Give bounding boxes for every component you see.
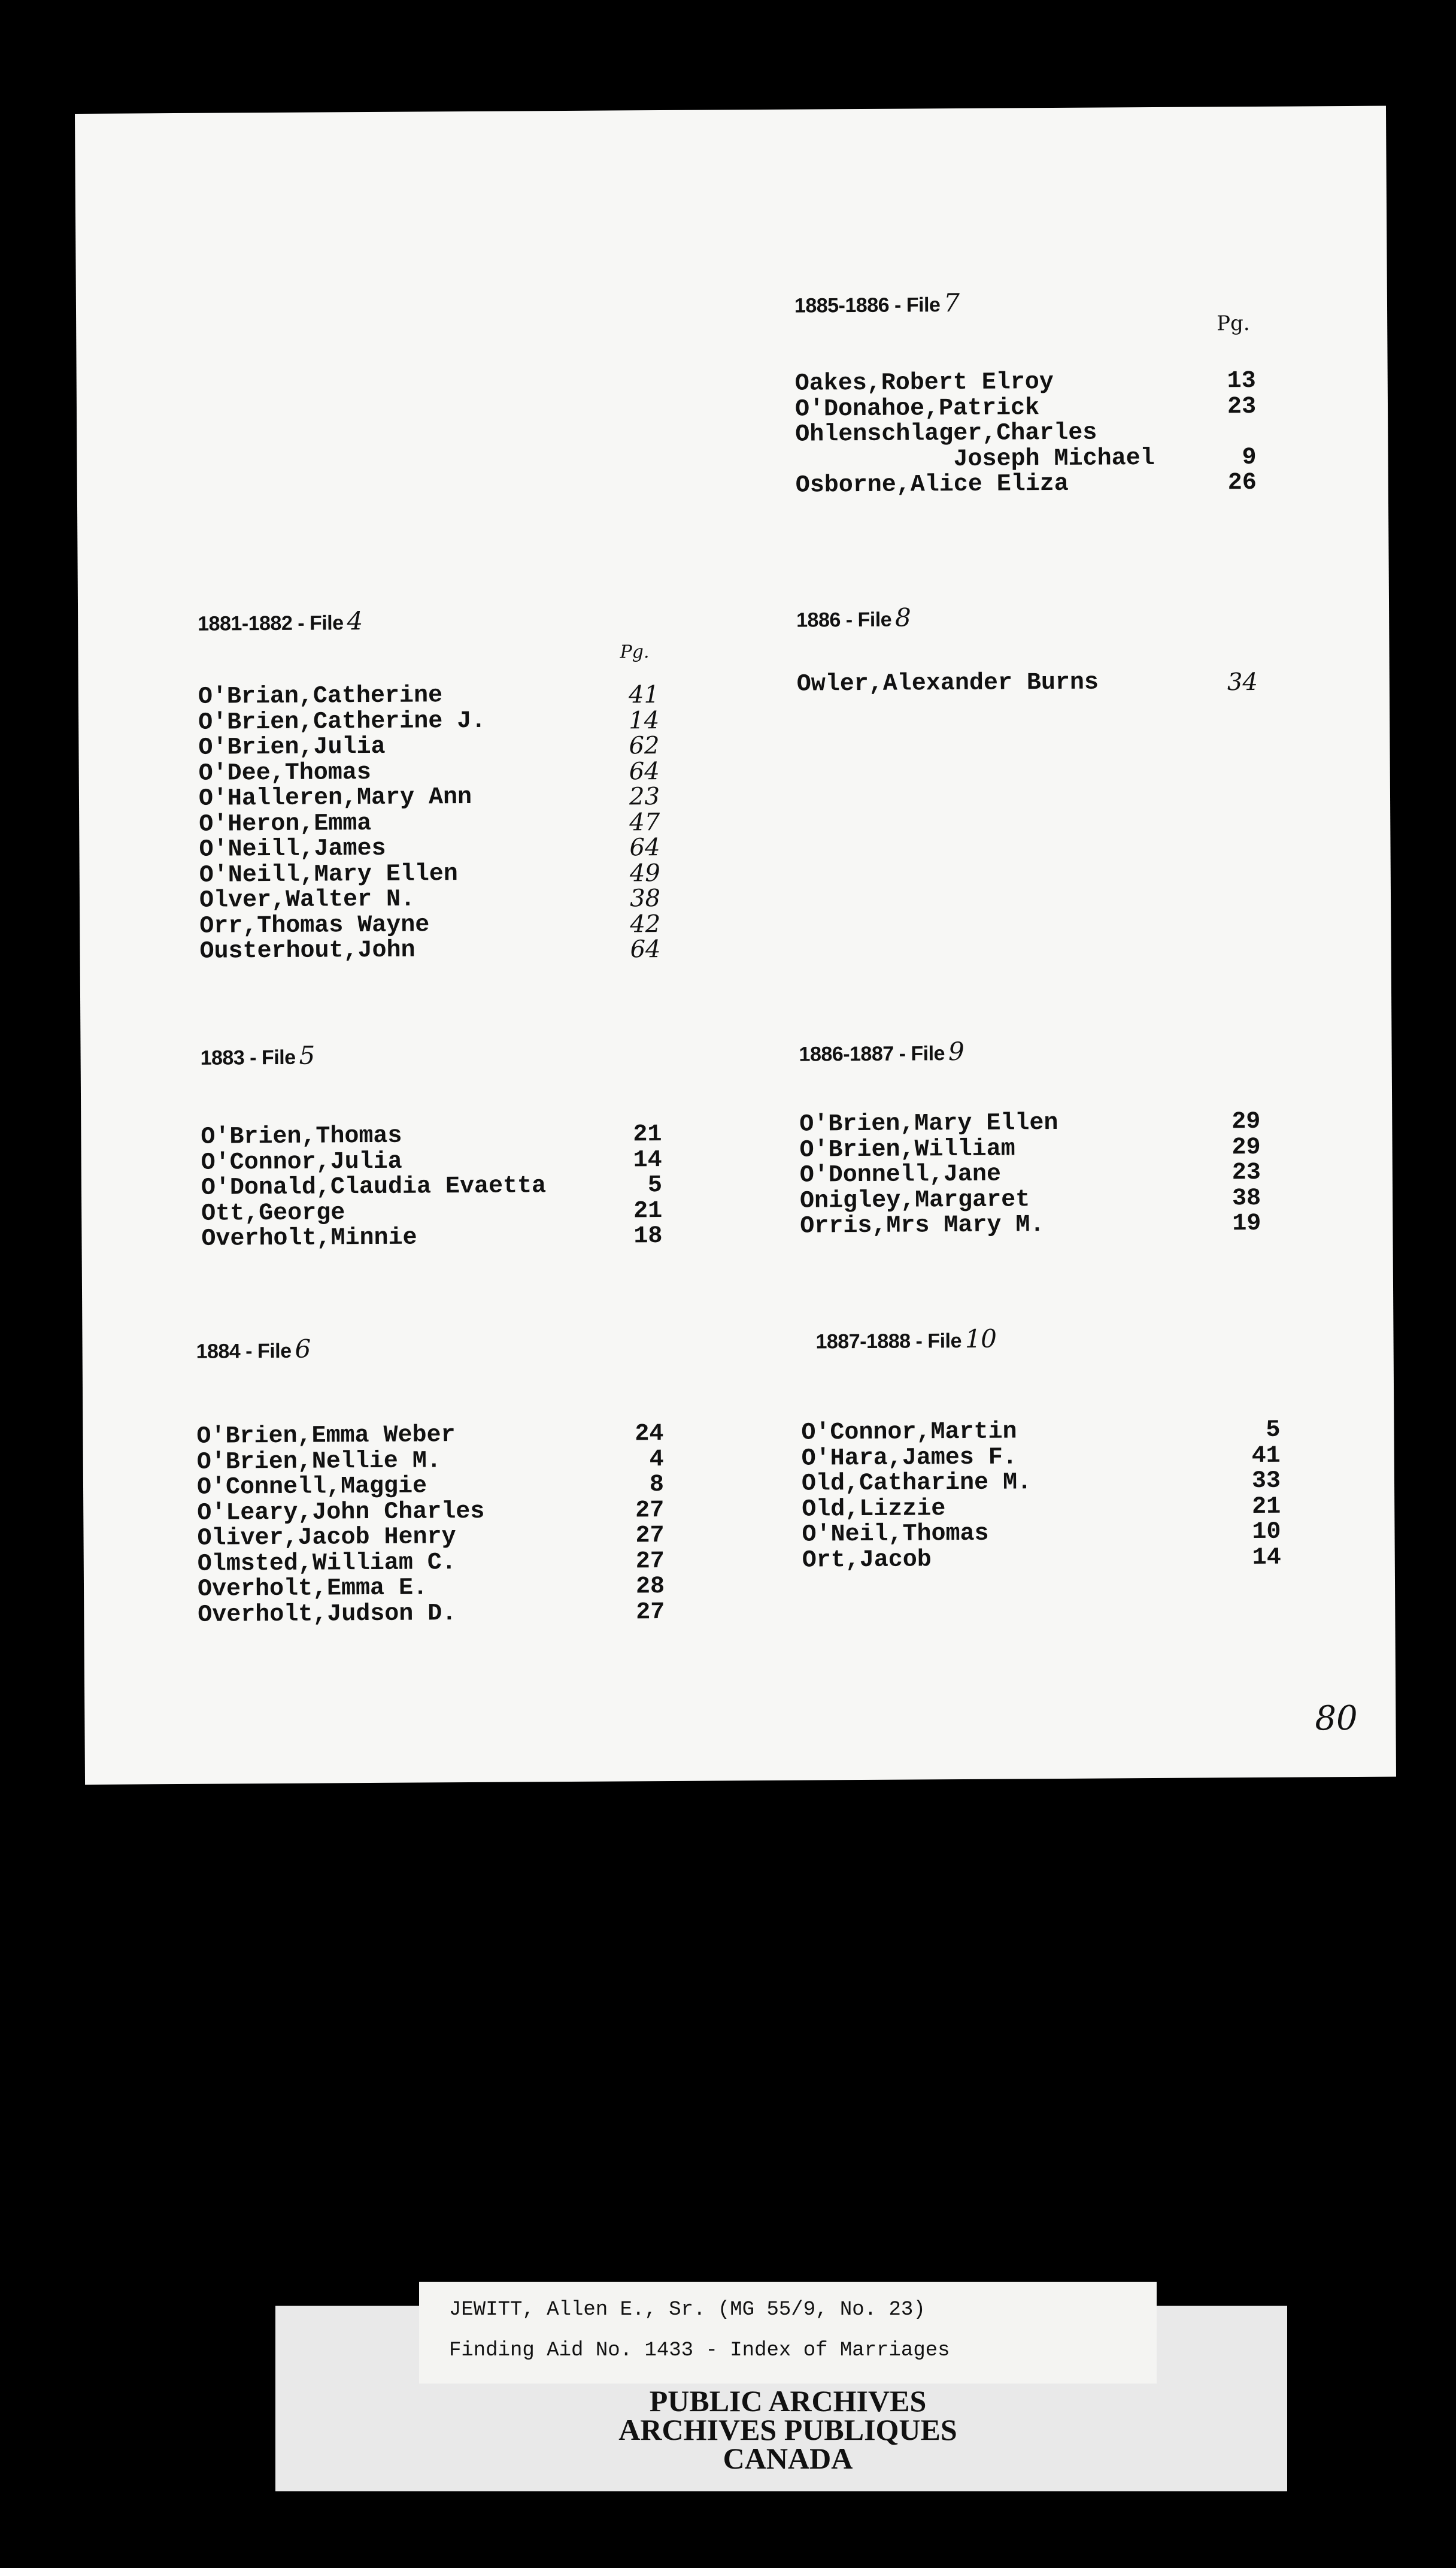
section-years: 1886 - File [796,608,892,632]
entry-page: 27 [635,1548,665,1575]
entry-page: 21 [633,1197,663,1225]
entry-name: O'Brian,Catherine [198,682,443,711]
entry-name: Olver,Walter N. [199,886,415,914]
section-heading [200,1041,314,1071]
entry-page: 4 [649,1446,664,1473]
entry-page: 41 [628,681,660,709]
entry-name: O'Brien,Emma Weber [196,1422,456,1450]
entry-page: 33 [1251,1467,1281,1495]
file-number: 6 [295,1334,311,1364]
entry-name: Joseph Michael [795,444,1155,474]
file-number: 8 [894,602,911,632]
entry-list [794,367,1257,499]
entry-page: 27 [636,1598,665,1626]
section-heading [796,602,911,632]
entry-name: Overholt,Judson D. [198,1600,457,1629]
entry-name: O'Brien,Julia [198,733,386,762]
entry-name: O'Donald,Claudia Evaetta [201,1173,547,1202]
entry-page: 27 [635,1497,665,1524]
entry-name: O'Neill,James [199,835,386,864]
entry-page: 38 [629,885,661,913]
entry-page: 26 [1227,469,1257,497]
entry-name: Old,Catharine M. [801,1469,1032,1498]
entry-name: O'Hara,James F. [801,1443,1017,1473]
entry-name: Olmsted,William C. [197,1549,457,1578]
entry-list [196,1421,665,1629]
section-1887-1888 [801,1324,1281,1574]
entry-name: Oakes,Robert Elroy [794,369,1054,398]
entry-name: Orr,Thomas Wayne [199,911,430,940]
archives-stamp [419,2384,1157,2475]
archives-line-1: PUBLIC ARCHIVES [649,2384,927,2418]
entry-page: 14 [633,1146,662,1174]
entry-page: 41 [1251,1442,1281,1470]
finding-aid-label [419,2282,1157,2384]
entry-list [799,1108,1261,1240]
entry-name: Owler,Alexander Burns [796,669,1099,698]
section-heading [196,1334,310,1364]
section-years: 1884 - File [196,1339,292,1363]
entry-page: 23 [1227,393,1257,420]
entry-page: 24 [635,1421,664,1448]
entry-page: 28 [635,1573,665,1601]
entry-name: Ort,Jacob [802,1546,932,1574]
page-column-header: Pg. [620,641,650,663]
section-years: 1886-1887 - File [799,1042,945,1066]
page-column-header: Pg. [1217,311,1250,336]
entry-page: 34 [1227,668,1258,696]
entry-name: O'Brien,Mary Ellen [799,1109,1058,1138]
entry-name: O'Neil,Thomas [802,1520,989,1549]
archives-line-2: ARCHIVES PUBLIQUES [618,2413,957,2446]
entry-name: Orris,Mrs Mary M. [800,1212,1045,1240]
entry-name: O'Leary,John Charles [197,1498,485,1527]
entry-name: O'Neill,Mary Ellen [199,860,458,889]
section-heading [198,606,363,637]
file-number: 7 [944,287,960,318]
label-line-1: JEWITT, Allen E., Sr. (MG 55/9, No. 23) [449,2299,926,2321]
entry-page: 5 [1266,1416,1281,1444]
page-stamp-number: 80 [1315,1698,1358,1739]
entry-name: O'Connor,Martin [801,1418,1017,1447]
entry-page: 14 [1252,1544,1281,1571]
section-1881-1882 [198,606,661,965]
entry-name: O'Dee,Thomas [198,759,371,788]
entry-page: 5 [647,1172,663,1200]
entry-page: 19 [1232,1210,1261,1238]
entry-page: 8 [649,1471,665,1499]
entry-page: 14 [629,706,660,734]
entry-name: Ott,George [201,1199,345,1228]
section-heading [794,288,960,319]
entry-name: Overholt,Emma E. [197,1574,428,1603]
section-years: 1881-1882 - File [198,611,344,635]
entry-name: O'Brien,Nellie M. [196,1447,441,1476]
entry-page: 49 [629,859,660,887]
entry-name: O'Connor,Julia [201,1148,402,1177]
entry-page: 13 [1227,367,1256,395]
section-1885-1886 [794,287,1257,499]
entry-page: 38 [1231,1185,1261,1212]
entry-page: 29 [1231,1108,1261,1136]
entry-list [801,1416,1281,1574]
entry-page: 62 [629,732,660,760]
entry-page: 47 [629,808,660,836]
entry-name: O'Brien,Thomas [201,1122,402,1151]
entry-page: 64 [629,834,660,862]
entry-name: O'Donahoe,Patrick [794,394,1040,423]
entry-name: Ohlenschlager,Charles [795,419,1097,449]
section-years: 1885-1886 - File [794,293,941,317]
section-1883 [200,1040,663,1253]
entry-name: O'Brien,Catherine J. [198,707,486,737]
section-heading [799,1037,964,1067]
entry-page: 23 [629,783,660,811]
entry-name: O'Halleren,Mary Ann [198,783,472,813]
entry-name: Osborne,Alice Eliza [795,470,1069,499]
entry-name: Ousterhout,John [199,937,415,965]
entry-page: 42 [630,910,661,938]
file-number: 10 [964,1324,997,1353]
entry-list [198,681,661,965]
document-page [75,106,1396,1785]
entry-name: O'Heron,Emma [199,810,372,838]
entry-name: O'Connell,Maggie [196,1473,427,1501]
entry-page: 21 [633,1121,662,1149]
section-1884 [196,1334,665,1629]
section-years: 1883 - File [200,1046,296,1070]
section-years: 1887-1888 - File [815,1329,962,1353]
entry-page: 18 [633,1223,663,1250]
entry-name: Onigley,Margaret [799,1186,1030,1215]
entry-name: Oliver,Jacob Henry [197,1524,456,1552]
file-number: 4 [347,606,363,636]
file-number: 9 [948,1036,964,1067]
entry-page: 27 [635,1522,665,1550]
entry-page: 64 [630,935,661,964]
label-line-2: Finding Aid No. 1433 - Index of Marriages [449,2339,950,2362]
entry-name: O'Brien,William [799,1135,1015,1164]
entry-name: Old,Lizzie [802,1495,946,1524]
archives-line-3: CANADA [723,2442,853,2475]
section-heading [815,1324,996,1355]
section-1886 [796,602,1258,698]
file-number: 5 [299,1040,315,1070]
entry-page: 29 [1231,1134,1261,1161]
entry-page: 9 [1242,444,1257,471]
section-1886-1887 [799,1036,1261,1240]
entry-name: Overholt,Minnie [201,1224,417,1253]
entry-page: 64 [629,757,660,785]
entry-page: 23 [1231,1159,1261,1187]
entry-page: 10 [1252,1518,1281,1546]
entry-name: O'Donnell,Jane [799,1161,1002,1189]
entry-page: 21 [1252,1493,1281,1521]
